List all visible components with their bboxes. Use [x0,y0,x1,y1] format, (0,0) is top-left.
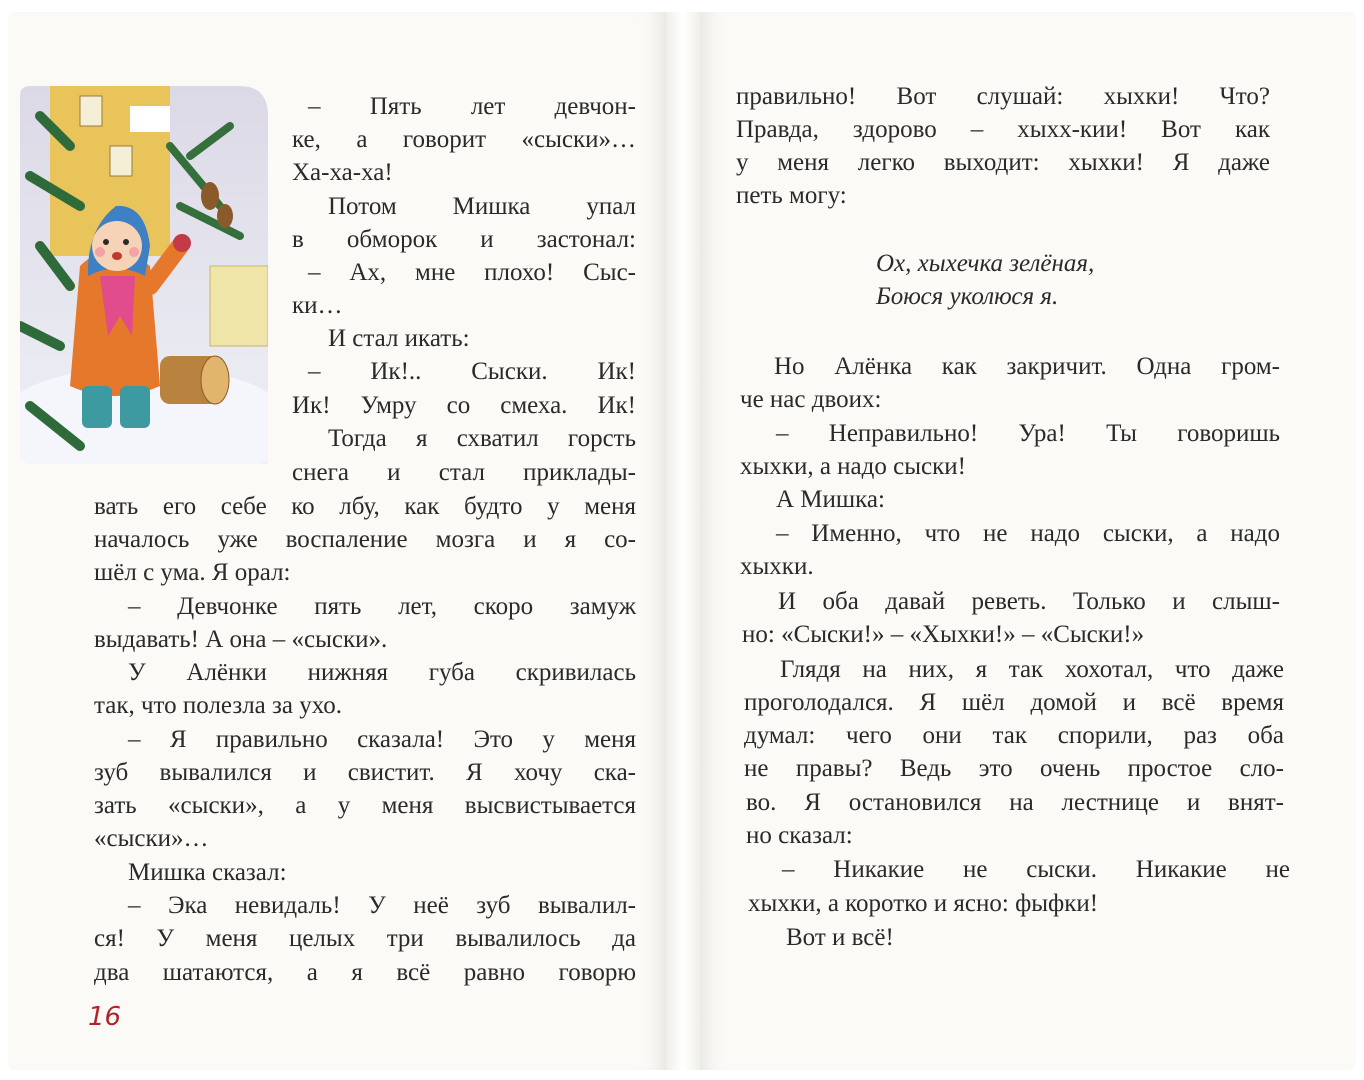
left-line-2: ке, а говорит «сыски»… [292,126,636,153]
right-line-2: Правда, здорово – хыхх-кии! Вот как [736,116,1270,143]
left-line-22: зать «сыски», а у меня высвистывается [94,792,636,819]
page-number: 16 [88,1002,122,1032]
left-line-4: Потом Мишка упал [328,193,636,220]
right-line-1: правильно! Вот слушай: хыхки! Что? [736,83,1270,110]
right-line-13: но: «Сыски!» – «Хыхки!» – «Сыски!» [742,621,1145,648]
right-line-11: хыхки. [740,553,814,580]
right-line-8: хыхки, а надо сыски! [740,453,966,480]
illustration-child-winter [20,86,268,464]
right-line-12: И оба давай реветь. Только и слыш- [778,588,1280,615]
right-line-9: А Мишка: [776,486,885,513]
right-line-18: во. Я остановился на лестнице и внят- [746,789,1284,816]
left-line-1: – Пять лет девчон- [308,93,636,120]
right-line-4: петь могу: [736,182,847,209]
left-line-12: снега и стал приклады- [292,459,636,486]
left-line-26: ся! У меня целых три вывалилось да [94,925,636,952]
left-line-9: – Ик!.. Сыски. Ик! [308,358,636,385]
left-line-16: – Девчонке пять лет, скоро замуж [128,593,636,620]
left-line-3: Ха-ха-ха! [292,159,393,186]
left-line-19: так, что полезла за ухо. [94,692,343,719]
left-line-17: выдавать! А она – «сыски». [94,626,388,653]
left-line-7: ки… [292,292,343,319]
left-line-24: Мишка сказал: [128,859,287,886]
left-line-27: два шатаются, а я всё равно говорю [94,959,636,986]
left-line-20: – Я правильно сказала! Это у меня [128,726,636,753]
left-line-18: У Алёнки нижняя губа скривилась [128,659,636,686]
verse-line-1: Ох, хыхечка зелёная, [876,250,1095,277]
right-line-17: не правы? Ведь это очень простое сло- [744,755,1284,782]
right-line-14: Глядя на них, я так хохотал, что даже [780,656,1284,683]
right-line-6: че нас двоих: [740,386,882,413]
left-line-23: «сыски»… [94,825,209,852]
left-line-11: Тогда я схватил горсть [328,425,636,452]
right-line-22: Вот и всё! [786,924,894,951]
right-line-3: у меня легко выходит: хыхки! Я даже [736,149,1270,176]
right-line-5: Но Алёнка как закричит. Одна гром- [774,353,1280,380]
left-line-25: – Эка невидаль! У неё зуб вывалил- [128,892,636,919]
book-gutter [666,12,700,1070]
left-line-6: – Ах, мне плохо! Сыс- [308,259,636,286]
right-line-15: проголодался. Я шёл домой и всё время [744,689,1284,716]
right-line-7: – Неправильно! Ура! Ты говоришь [776,420,1280,447]
left-line-5: в обморок и застонал: [292,226,636,253]
left-line-21: зуб вывалился и свистит. Я хочу ска- [94,759,636,786]
right-line-21: хыхки, а коротко и ясно: фыфки! [748,890,1099,917]
verse-line-2: Боюся уколюся я. [876,283,1059,310]
right-line-20: – Никакие не сыски. Никакие не [782,856,1290,883]
right-line-10: – Именно, что не надо сыски, а надо [776,520,1280,547]
right-line-19: но сказал: [746,822,853,849]
left-line-10: Ик! Умру со смеха. Ик! [292,392,636,419]
left-line-8: И стал икать: [328,325,470,352]
left-line-14: началось уже воспаление мозга и я со- [94,526,636,553]
left-line-13: вать его себе ко лбу, как будто у меня [94,493,636,520]
right-line-16: думал: чего они так спорили, раз оба [744,722,1284,749]
left-line-15: шёл с ума. Я орал: [94,559,291,586]
